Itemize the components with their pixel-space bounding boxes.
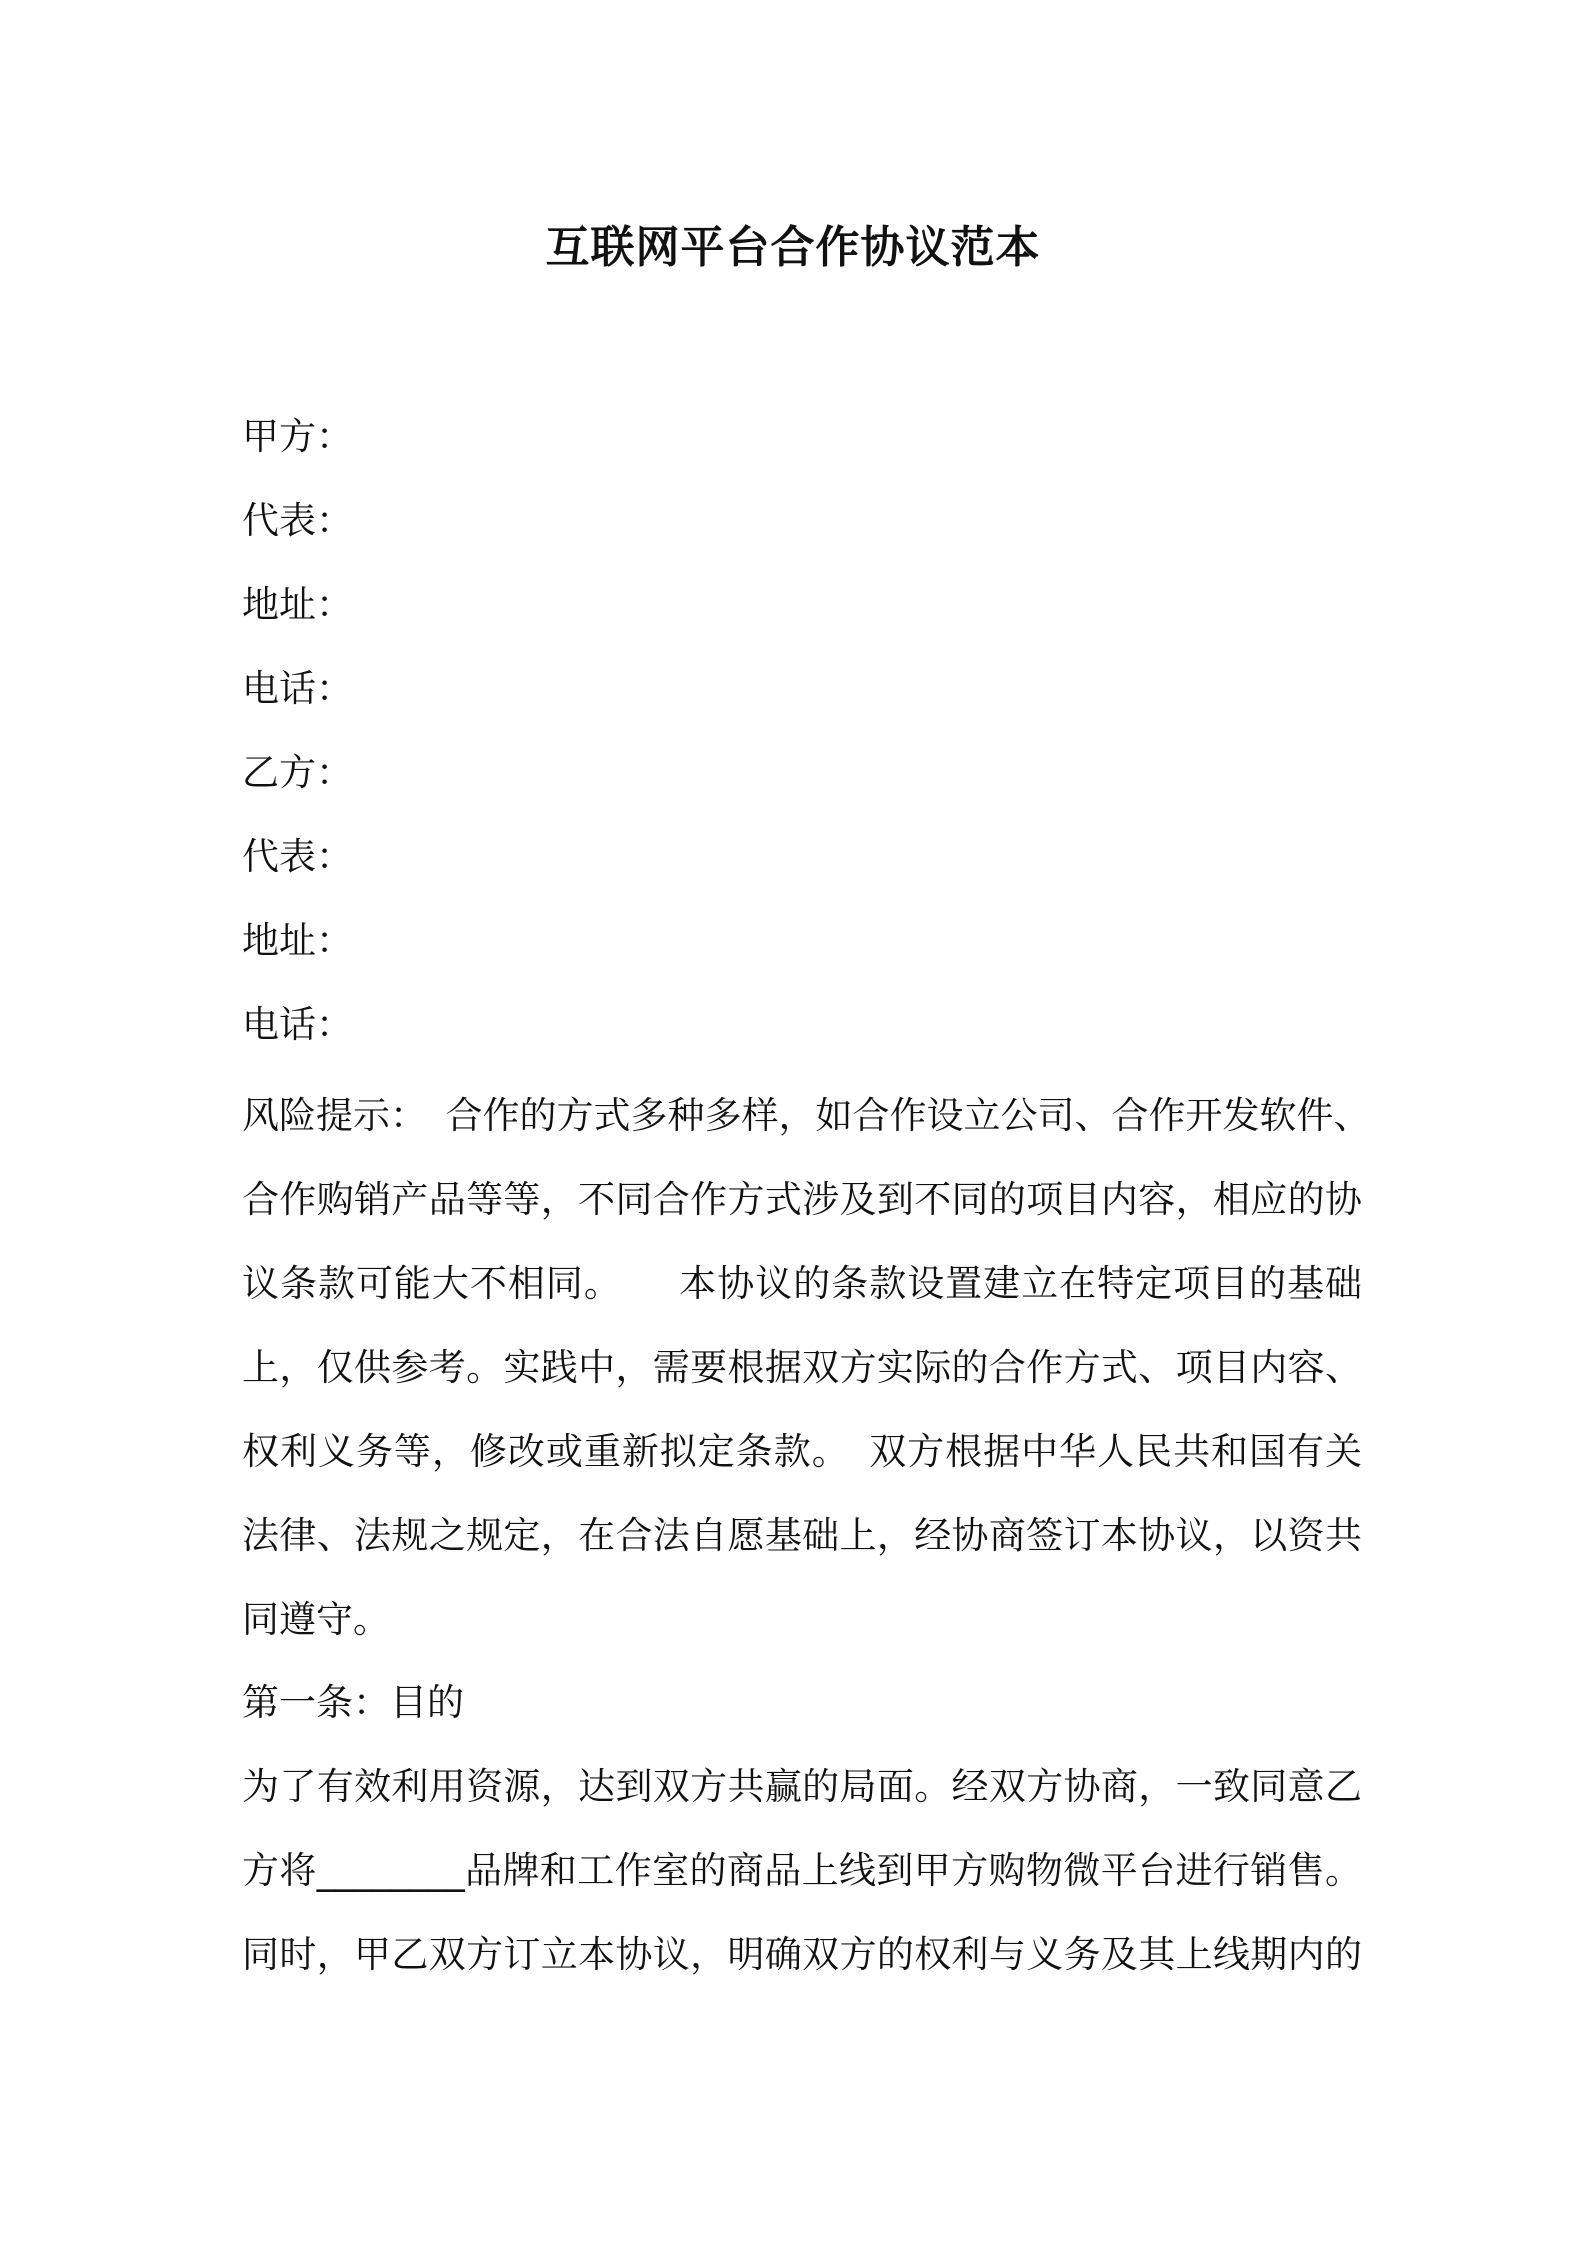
section-1-paragraph [242,1745,1362,1997]
document-title: 互联网平台合作协议范本 [545,222,1041,273]
party-a-representative-label: 代表： [242,499,353,542]
section-1-line: 同时，甲乙双方订立本协议，明确双方的权利与义务及其上线期内的 [242,1933,1362,1976]
risk-notice-line: 风险提示： 合作的方式多种多样，如合作设立公司、合作开发软件、 [242,1094,1371,1137]
section-1-heading [242,1661,1362,1745]
party-a-phone-label: 电话： [242,667,353,710]
party-info-block [242,407,1362,1079]
risk-notice-line: 议条款可能大不相同。 本协议的条款设置建立在特定项目的基础 [242,1262,1362,1305]
section-1-heading-text: 第一条：目的 [242,1681,464,1724]
party-a-label: 甲方： [242,415,353,458]
risk-notice-line: 上，仅供参考。实践中，需要根据双方实际的合作方式、项目内容、 [242,1346,1362,1389]
risk-notice-line: 同遵守。 [242,1598,390,1641]
risk-notice-paragraph [242,1074,1371,1662]
section-1-line: 为了有效利用资源，达到双方共赢的局面。经双方协商，一致同意乙 [242,1765,1362,1808]
party-b-representative-label: 代表： [242,835,353,878]
risk-notice-line: 权利义务等，修改或重新拟定条款。 双方根据中华人民共和国有关 [242,1430,1362,1473]
party-b-phone-label: 电话： [242,1003,353,1046]
risk-notice-line: 法律、法规之规定，在合法自愿基础上，经协商签订本协议，以资共 [242,1514,1362,1557]
party-a-address-label: 地址： [242,583,353,626]
party-b-address-label: 地址： [242,919,353,962]
risk-notice-line: 合作购销产品等等，不同合作方式涉及到不同的项目内容，相应的协 [242,1178,1362,1221]
section-1-line: 方将________品牌和工作室的商品上线到甲方购物微平台进行销售。 [242,1849,1362,1892]
party-b-label: 乙方： [242,751,353,794]
